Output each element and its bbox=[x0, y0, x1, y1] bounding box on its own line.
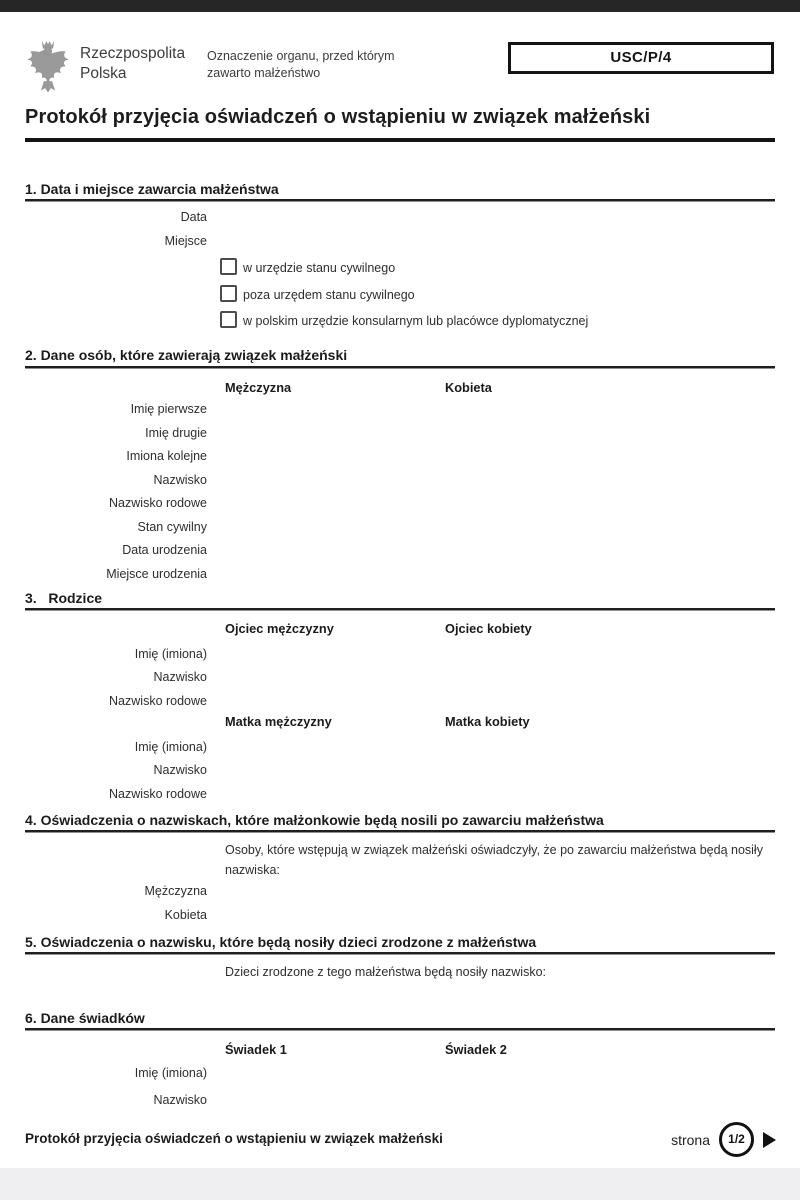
column-header-man: Mężczyzna bbox=[225, 380, 292, 395]
field-label-woman: Kobieta bbox=[164, 908, 207, 922]
section-5-heading: 5. Oświadczenia o nazwisku, które będą nosiły dzieci zrodzone z małżeństwa bbox=[25, 934, 537, 950]
checkbox-label-consular-office: w polskim urzędzie konsularnym lub placówce dyplomatycznej bbox=[243, 314, 589, 328]
row-label: Nazwisko rodowe bbox=[109, 693, 207, 708]
form-code-box: USC/P/4 bbox=[508, 42, 774, 74]
row-label: Nazwisko rodowe bbox=[109, 496, 207, 510]
organ-designation-label bbox=[207, 48, 395, 81]
country-name bbox=[80, 44, 185, 84]
country-line2: Polska bbox=[80, 65, 127, 82]
section-4-rule bbox=[25, 830, 775, 833]
checkbox-label-outside-registry-office: poza urzędem stanu cywilnego bbox=[243, 288, 415, 302]
row-label: Imię (imiona) bbox=[134, 740, 207, 754]
row-label: Nazwisko rodowe bbox=[109, 786, 207, 801]
polish-eagle-coat-of-arms-icon bbox=[24, 39, 72, 97]
field-label-miejsce: Miejsce bbox=[164, 234, 207, 248]
column-header-witness-2: Świadek 2 bbox=[445, 1042, 507, 1057]
next-page-arrow-icon[interactable] bbox=[763, 1132, 776, 1148]
row-label: Imię pierwsze bbox=[130, 402, 207, 416]
title-rule bbox=[25, 138, 775, 142]
page-bottom-background bbox=[0, 1168, 800, 1200]
column-header-womans-father: Ojciec kobiety bbox=[445, 621, 532, 636]
section-4-heading: 4. Oświadczenia o nazwiskach, które małżonkowie będą nosili po zawarciu małżeństwa bbox=[25, 812, 604, 828]
section-2-heading: 2. Dane osób, które zawierają związek małżeński bbox=[25, 347, 348, 363]
section-6-heading: 6. Dane świadków bbox=[25, 1010, 145, 1026]
section-2-row-labels bbox=[25, 398, 207, 586]
country-line1: Rzeczpospolita bbox=[80, 45, 186, 62]
checkbox-registry-office[interactable] bbox=[220, 258, 237, 275]
checkbox-consular-office[interactable] bbox=[220, 311, 237, 328]
section-5-rule bbox=[25, 952, 775, 955]
checkbox-label-registry-office: w urzędzie stanu cywilnego bbox=[243, 261, 396, 275]
column-header-witness-1: Świadek 1 bbox=[225, 1042, 287, 1057]
row-label: Nazwisko bbox=[153, 472, 207, 487]
section-2-rule bbox=[25, 366, 775, 369]
organ-line1: Oznaczenie organu, przed którym bbox=[207, 49, 395, 63]
section-5-intro-text: Dzieci zrodzone z tego małżeństwa będą nosiły nazwisko: bbox=[225, 965, 546, 979]
column-header-womans-mother: Matka kobiety bbox=[445, 714, 530, 729]
section-1-heading: 1. Data i miejsce zawarcia małżeństwa bbox=[25, 181, 279, 197]
row-label: Imię (imiona) bbox=[134, 647, 207, 661]
row-label: Miejsce urodzenia bbox=[106, 566, 207, 581]
row-label: Data urodzenia bbox=[122, 543, 207, 557]
footer-document-title: Protokół przyjęcia oświadczeń o wstąpieniu w związek małżeński bbox=[25, 1131, 443, 1146]
section-3-rule bbox=[25, 608, 775, 611]
column-header-mans-mother: Matka mężczyzny bbox=[225, 714, 332, 729]
section-4-intro-text: Osoby, które wstępują w związek małżeński oświadczyły, że po zawarciu małżeństwa będą nosiły nazwiska: bbox=[225, 843, 763, 877]
row-label: Stan cywilny bbox=[137, 519, 207, 534]
section-3-heading: 3. Rodzice bbox=[25, 590, 103, 606]
checkbox-outside-registry-office[interactable] bbox=[220, 285, 237, 302]
page-number-badge: 1/2 bbox=[719, 1122, 754, 1157]
footer-page-label: strona bbox=[671, 1132, 710, 1148]
field-label-man: Mężczyzna bbox=[144, 884, 207, 898]
row-label: Imię drugie bbox=[145, 425, 207, 440]
section-6-rule bbox=[25, 1028, 775, 1031]
organ-line2: zawarto małżeństwo bbox=[207, 65, 321, 80]
section-1-rule bbox=[25, 199, 775, 202]
row-label: Nazwisko bbox=[153, 670, 207, 685]
row-label: Nazwisko bbox=[153, 1093, 207, 1107]
row-label: Imię (imiona) bbox=[134, 1066, 207, 1080]
row-label: Imiona kolejne bbox=[126, 449, 207, 463]
section-3-mother-row-labels bbox=[25, 736, 207, 806]
document-title: Protokół przyjęcia oświadczeń o wstąpieniu w związek małżeński bbox=[25, 106, 651, 128]
field-label-data: Data bbox=[180, 210, 207, 224]
column-header-mans-father: Ojciec mężczyzny bbox=[225, 621, 334, 636]
row-label: Nazwisko bbox=[153, 763, 207, 778]
section-3-father-row-labels bbox=[25, 643, 207, 713]
column-header-woman: Kobieta bbox=[445, 380, 492, 395]
top-bar bbox=[0, 0, 800, 12]
